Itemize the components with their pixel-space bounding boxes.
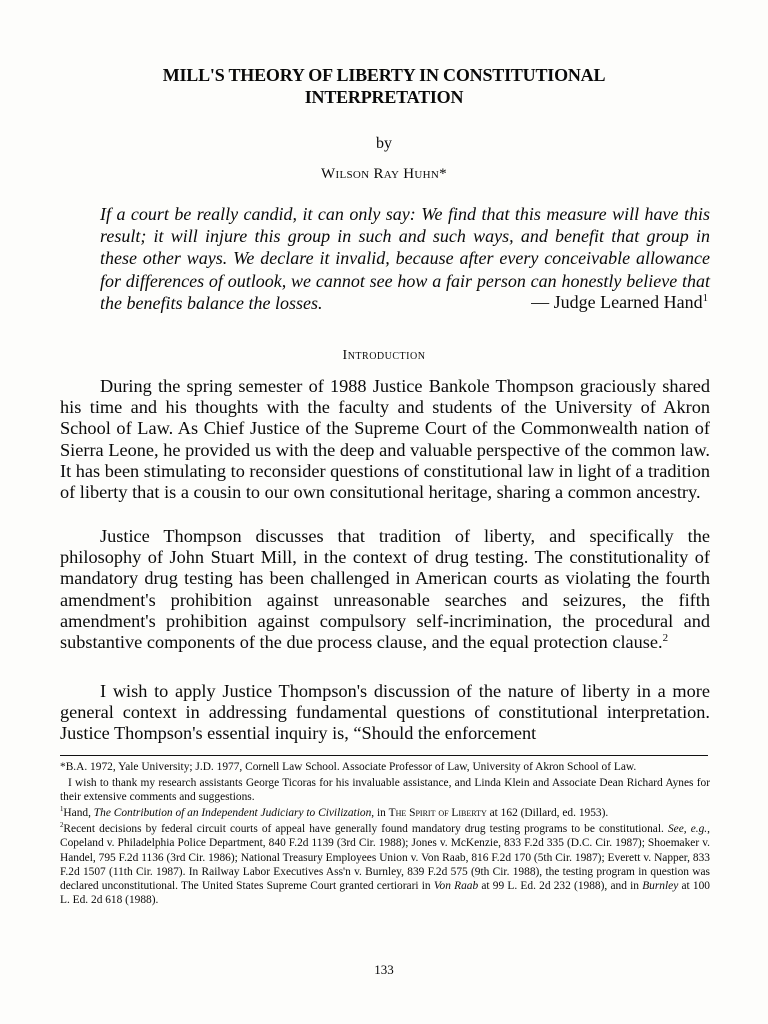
footnote-2-text: Recent decisions by federal circuit courts of appeal have generally found mandatory drug testing programs to be constitutional. — [63, 823, 668, 836]
footnote-1-text: Hand, — [63, 807, 94, 820]
paragraph-text: I wish to apply Justice Thompson's discussion of the nature of liberty in a more general context in addressing fundamental questions of constitutional interpretation. Justice Thompson's essential inquiry is, “Should the enforcement — [60, 681, 710, 744]
epigraph-attribution — [531, 291, 708, 313]
attribution-footnote-ref: 1 — [702, 292, 708, 304]
footnote-2-signal: See, e.g. — [667, 823, 708, 836]
body-paragraph-2 — [60, 526, 710, 653]
body-paragraph-1 — [60, 376, 710, 503]
section-heading: Introduction — [342, 348, 426, 363]
attribution-text: — Judge Learned Hand — [531, 292, 703, 312]
footnote-1-book: The Spirit of Liberty — [388, 807, 487, 820]
footnote-2-case: Von Raab — [433, 879, 479, 892]
footnote-1 — [60, 806, 710, 820]
paragraph-2-text: Justice Thompson discusses that tradition of liberty, and specifically the philosophy of John Stuart Mill, in the context of drug testing. The constitutionality of mandatory drug testing has been challenged in American courts as violating the fourth amendment's prohibition against unreasonable searches and seizures, the fifth amendment's prohibition against compulsory self-incrimination, the procedural and substantive components of the due process clause, and the equal protection clause. — [60, 526, 710, 653]
article-title — [100, 64, 668, 108]
footnote-1-title: The Contribution of an Independent Judiciary to Civilization — [93, 807, 372, 820]
footnotes — [60, 760, 710, 909]
page-number: 133 — [374, 962, 394, 977]
footnote-1-text: at 162 (Dillard, ed. 1953). — [486, 807, 609, 820]
author-footnote-marker: * — [439, 166, 447, 182]
byline-by: by — [376, 135, 392, 152]
author-name — [0, 164, 768, 184]
footnote-2-case: Burnley — [642, 879, 679, 892]
title-line-2: INTERPRETATION — [304, 87, 464, 107]
footnote-acknowledgments: I wish to thank my research assistants George Ticoras for his invaluable assistance, and Linda Klein and Associate Dean Richard Aynes for their extensive comments and suggestions. — [60, 777, 710, 804]
footnote-author: *B.A. 1972, Yale University; J.D. 1977, Cornell Law School. Associate Professor of Law, University of Akron School of Law. — [60, 761, 637, 773]
footnote-2-text: at 99 L. Ed. 2d 232 (1988), and in — [478, 879, 643, 892]
epigraph-quote: If a court be really candid, it can only say: We find that this measure will have this result; it will injure this group in such and such ways, and benefit that group in these other ways. We declare it invalid, because after every conceivable allowance for differences of outlook, we cannot see how a fair person can honestly believe that the benefits balance the losses. — [100, 204, 710, 313]
body-paragraph-3 — [60, 681, 710, 745]
paragraph-text: During the spring semester of 1988 Justice Bankole Thompson graciously shared his time and his thoughts with the faculty and students of the University of Akron School of Law. As Chief Justice of the Supreme Court of the Commonwealth nation of Sierra Leone, he provided us with the deep and valuable perspective of the common law. It has been stimulating to reconsider questions of constitutional law in light of a tradition of liberty that is a cousin to our own consitutional heritage, sharing a common ancestry. — [60, 376, 710, 503]
footnote-2-marker: 2 — [60, 822, 64, 830]
footnote-1-marker: 1 — [60, 806, 64, 814]
footnote-2-text: at 100 L. Ed. 2d 618 (1988). — [60, 879, 710, 906]
footnote-2 — [60, 822, 710, 907]
footnote-divider — [60, 755, 708, 756]
author-text: Wilson Ray Huhn — [321, 166, 440, 182]
title-line-1: MILL'S THEORY OF LIBERTY IN CONSTITUTIONAL — [162, 65, 606, 85]
paragraph-text — [60, 526, 710, 653]
footnote-2-text: , Copeland v. Philadelphia Police Department, 840 F.2d 1139 (3rd Cir. 1988); Jones v. McKenzie, 833 F.2d 335 (D.C. Cir. 1987); Shoemaker v. Handel, 795 F.2d 1136 (3rd Cir. 1986); National Treasury Employees Union v. Von Raab, 816 F.2d 170 (5th Cir. 1987); Everett v. Napper, 833 F.2d 1507 (11th Cir. 1987). In Railway Labor Executives Ass'n v. Burnley, 839 F.2d 575 (9th Cir. 1988), the testing program in question was declared unconstitutional. The United States Supreme Court granted certiorari in — [60, 823, 710, 892]
footnote-1-text: , in — [371, 807, 389, 820]
footnote-ref-2: 2 — [662, 631, 669, 644]
